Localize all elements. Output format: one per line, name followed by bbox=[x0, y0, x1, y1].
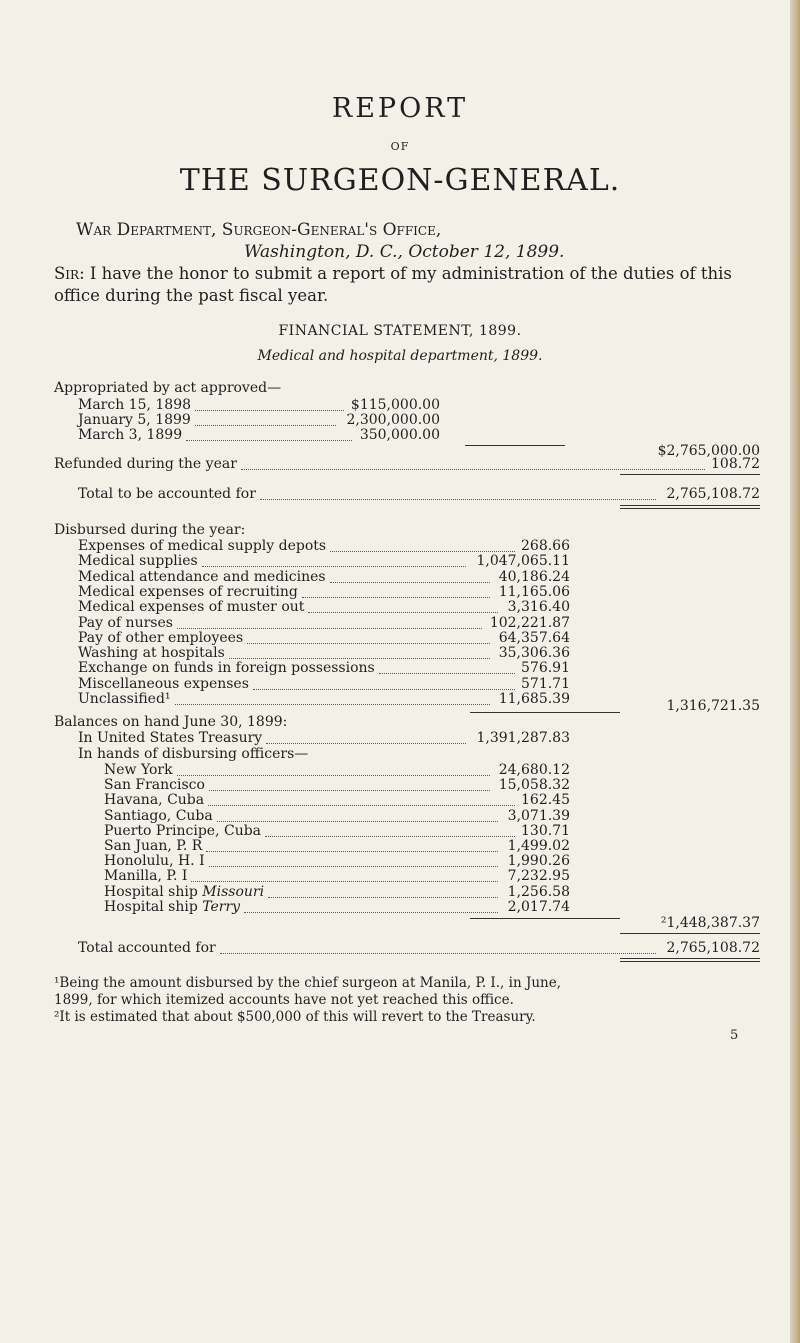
officer-row-label: Puerto Principe, Cuba bbox=[104, 822, 262, 839]
total-rule-2 bbox=[620, 508, 760, 509]
disbursement-row-label: Medical expenses of muster out bbox=[78, 599, 305, 616]
footnote-2: ²It is estimated that about $500,000 of this will revert to the Treasury. bbox=[54, 1009, 536, 1025]
disbursement-row-amount: 576.91 bbox=[521, 660, 570, 677]
officer-row-amount: 3,071.39 bbox=[507, 807, 570, 824]
officer-row-amount: 1,256.58 bbox=[507, 883, 570, 900]
treasury-row-amount: 1,391,287.83 bbox=[476, 730, 570, 746]
accounted-rule-top bbox=[620, 933, 760, 934]
officer-row-label: Manilla, P. I bbox=[104, 868, 188, 885]
statement-subtitle: Medical and hospital department, 1899. bbox=[257, 348, 543, 364]
refund-rule bbox=[620, 474, 760, 475]
disbursement-row-amount: 1,047,065.11 bbox=[476, 553, 570, 570]
intro-text: I have the honor to submit a report of my administration of the duties of this office during the past fiscal year. bbox=[54, 264, 732, 305]
disbursement-row-amount: 40,186.24 bbox=[498, 568, 570, 585]
appropriation-sum-rule bbox=[465, 445, 565, 446]
officer-row-label: New York bbox=[104, 762, 173, 778]
officer-row-amount: 2,017.74 bbox=[507, 898, 570, 915]
disbursed-total: 1,316,721.35 bbox=[666, 698, 760, 714]
appropriated-heading: Appropriated by act approved— bbox=[54, 380, 282, 396]
disbursement-row-label: Medical attendance and medicines bbox=[78, 568, 326, 585]
balances-total: ²1,448,387.37 bbox=[660, 915, 760, 931]
statement-title: FINANCIAL STATEMENT, 1899. bbox=[278, 323, 522, 339]
accounted-row-amount: 2,765,108.72 bbox=[666, 940, 760, 956]
disbursement-row-label: Medical supplies bbox=[78, 553, 198, 570]
disbursement-row-amount: 64,357.64 bbox=[498, 629, 570, 646]
page-number: 5 bbox=[730, 1028, 739, 1043]
balances-heading: Balances on hand June 30, 1899: bbox=[54, 714, 288, 730]
appropriation-row-label: March 3, 1899 bbox=[78, 427, 183, 443]
footnote-1a: ¹Being the amount disbursed by the chief surgeon at Manila, P. I., in June, bbox=[54, 975, 562, 991]
disbursement-row-label: Miscellaneous expenses bbox=[78, 675, 249, 692]
accounted-row-label: Total accounted for bbox=[78, 940, 216, 956]
refunded-row-amount: 108.72 bbox=[711, 456, 760, 472]
officers-heading: In hands of disbursing officers— bbox=[78, 746, 309, 762]
page-edge bbox=[790, 0, 800, 1343]
officer-row-amount: 130.71 bbox=[521, 822, 570, 839]
total-rule-1 bbox=[620, 505, 760, 506]
disbursement-row-label: Pay of nurses bbox=[78, 614, 173, 631]
office-heading: War Department, Surgeon-General's Office, bbox=[76, 220, 442, 240]
appropriated-total: $2,765,000.00 bbox=[657, 443, 760, 459]
disbursement-row-amount: 268.66 bbox=[521, 538, 570, 554]
officer-row-label: Honolulu, H. I bbox=[104, 853, 205, 870]
appropriation-row-amount: $115,000.00 bbox=[350, 397, 440, 413]
disbursement-row-amount: 102,221.87 bbox=[489, 614, 570, 631]
officer-row-label: Santiago, Cuba bbox=[104, 807, 213, 824]
disbursement-row-label: Medical expenses of recruiting bbox=[78, 583, 298, 600]
officer-row-amount: 24,680.12 bbox=[498, 762, 570, 778]
report-of: OF bbox=[390, 140, 410, 153]
disbursement-row-label: Exchange on funds in foreign possessions bbox=[78, 660, 375, 677]
disbursement-row-amount: 35,306.36 bbox=[498, 645, 570, 662]
disbursement-row-amount: 571.71 bbox=[521, 675, 570, 692]
report-title: REPORT bbox=[331, 93, 469, 124]
appropriation-row-amount: 2,300,000.00 bbox=[346, 412, 440, 428]
officer-row-label: Havana, Cuba bbox=[104, 792, 205, 809]
disbursement-row-amount: 11,685.39 bbox=[498, 691, 570, 707]
disbursement-row-label: Washing at hospitals bbox=[78, 645, 225, 662]
intro-paragraph bbox=[54, 263, 754, 307]
disbursed-heading: Disbursed during the year: bbox=[54, 522, 246, 538]
report-subject: THE SURGEON-GENERAL. bbox=[179, 163, 621, 198]
place-date: Washington, D. C., October 12, 1899. bbox=[244, 242, 565, 262]
officer-row-amount: 1,499.02 bbox=[507, 838, 570, 854]
appropriation-row-label: January 5, 1899 bbox=[78, 412, 191, 428]
officer-row-amount: 7,232.95 bbox=[507, 868, 570, 885]
disbursement-row-label: Unclassified¹ bbox=[78, 691, 171, 707]
officer-row-label: San Juan, P. R bbox=[104, 838, 203, 854]
disbursement-row-amount: 3,316.40 bbox=[507, 599, 570, 616]
accounted-rule-2 bbox=[620, 961, 760, 962]
officer-row-amount: 1,990.26 bbox=[507, 853, 570, 870]
disbursement-row-label: Expenses of medical supply depots bbox=[78, 538, 327, 554]
officer-row-amount: 162.45 bbox=[521, 792, 570, 809]
officer-row-label: San Francisco bbox=[104, 777, 205, 794]
disbursement-row-amount: 11,165.06 bbox=[498, 583, 570, 600]
refunded-row-label: Refunded during the year bbox=[54, 456, 237, 472]
total-row-amount: 2,765,108.72 bbox=[666, 486, 760, 502]
officer-row-label: Hospital ship Missouri bbox=[104, 883, 265, 900]
disbursement-row-label: Pay of other employees bbox=[78, 629, 244, 646]
accounted-rule-1 bbox=[620, 958, 760, 959]
total-row-label: Total to be accounted for bbox=[78, 486, 256, 502]
appropriation-row-amount: 350,000.00 bbox=[359, 427, 440, 443]
officer-row-label: Hospital ship Terry bbox=[104, 898, 241, 915]
footnote-1b: 1899, for which itemized accounts have not yet reached this office. bbox=[54, 992, 514, 1008]
officer-row-amount: 15,058.32 bbox=[498, 777, 570, 794]
appropriation-row-label: March 15, 1898 bbox=[78, 397, 192, 413]
treasury-row-label: In United States Treasury bbox=[78, 730, 263, 746]
salutation: Sir: bbox=[54, 264, 85, 283]
